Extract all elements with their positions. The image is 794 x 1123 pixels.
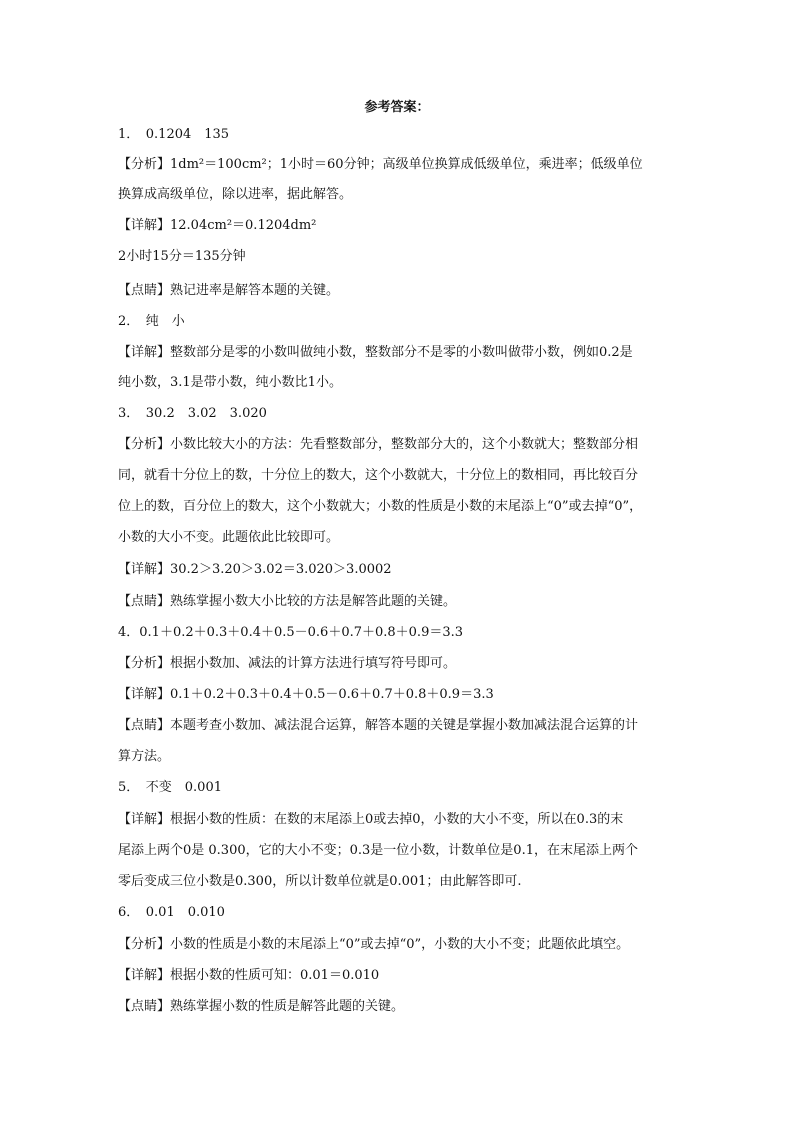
comment-1: 【点睛】熟记进率是解答本题的关键。 bbox=[118, 283, 340, 298]
detail-4: 【详解】0.1＋0.2＋0.3＋0.4＋0.5－0.6＋0.7＋0.8＋0.9＝3.3 bbox=[118, 687, 494, 702]
comment-4-line-1: 【点睛】本题考查小数加、减法混合运算，解答本题的关键是掌握小数加减法混合运算的计 bbox=[118, 718, 639, 733]
analysis-3-line-1: 【分析】小数比较大小的方法：先看整数部分，整数部分大的，这个小数就大；整数部分相 bbox=[118, 437, 639, 452]
answer-3: 3． 30.2 3.02 3.020 bbox=[118, 406, 267, 421]
detail-2-line-1: 【详解】整数部分是零的小数叫做纯小数，整数部分不是零的小数叫做带小数，例如0.2是 bbox=[118, 345, 633, 360]
comment-4-line-2: 算方法。 bbox=[118, 749, 171, 764]
detail-3: 【详解】30.2＞3.20＞3.02＝3.020＞3.0002 bbox=[118, 562, 392, 577]
detail-2-line-2: 纯小数，3.1是带小数，纯小数比1小。 bbox=[118, 375, 342, 390]
analysis-3-line-3: 位上的数，百分位上的数大，这个小数就大；小数的性质是小数的末尾添上“0”或去掉“0”， bbox=[118, 499, 643, 514]
page-title: 参考答案： bbox=[364, 100, 430, 115]
answer-6: 6． 0.01 0.010 bbox=[118, 905, 225, 920]
detail-5-line-2: 尾添上两个0是 0.300，它的大小不变；0.3是一位小数，计数单位是0.1，在末尾添上两个 bbox=[118, 843, 638, 858]
analysis-3-line-4: 小数的大小不变。此题依此比较即可。 bbox=[118, 530, 340, 545]
answer-1: 1． 0.1204 135 bbox=[118, 127, 230, 142]
detail-1-line-2: 2小时15分＝135分钟 bbox=[118, 249, 246, 264]
analysis-6: 【分析】小数的性质是小数的末尾添上“0”或去掉“0”，小数的大小不变；此题依此填空。 bbox=[118, 937, 630, 952]
analysis-1-line-1: 【分析】1dm²＝100cm²；1小时＝60分钟；高级单位换算成低级单位，乘进率；低级单位 bbox=[118, 157, 643, 172]
comment-3: 【点睛】熟练掌握小数大小比较的方法是解答此题的关键。 bbox=[118, 594, 457, 609]
detail-5-line-1: 【详解】根据小数的性质：在数的末尾添上0或去掉0，小数的大小不变，所以在0.3的末 bbox=[118, 812, 624, 827]
analysis-1-line-2: 换算成高级单位，除以进率，据此解答。 bbox=[118, 187, 353, 202]
analysis-4: 【分析】根据小数加、减法的计算方法进行填写符号即可。 bbox=[118, 656, 457, 671]
comment-6: 【点睛】熟练掌握小数的性质是解答此题的关键。 bbox=[118, 999, 405, 1014]
answer-5: 5． 不变 0.001 bbox=[118, 780, 222, 795]
analysis-3-line-2: 同，就看十分位上的数，十分位上的数大，这个小数就大，十分位上的数相同，再比较百分 bbox=[118, 468, 639, 483]
answer-4: 4．0.1＋0.2＋0.3＋0.4＋0.5－0.6＋0.7＋0.8＋0.9＝3.3 bbox=[118, 625, 464, 640]
detail-1-line-1: 【详解】12.04cm²＝0.1204dm² bbox=[118, 218, 317, 233]
answer-2: 2． 纯 小 bbox=[118, 314, 185, 329]
detail-5-line-3: 零后变成三位小数是0.300，所以计数单位就是0.001；由此解答即可. bbox=[118, 874, 522, 889]
detail-6: 【详解】根据小数的性质可知：0.01＝0.010 bbox=[118, 968, 380, 983]
